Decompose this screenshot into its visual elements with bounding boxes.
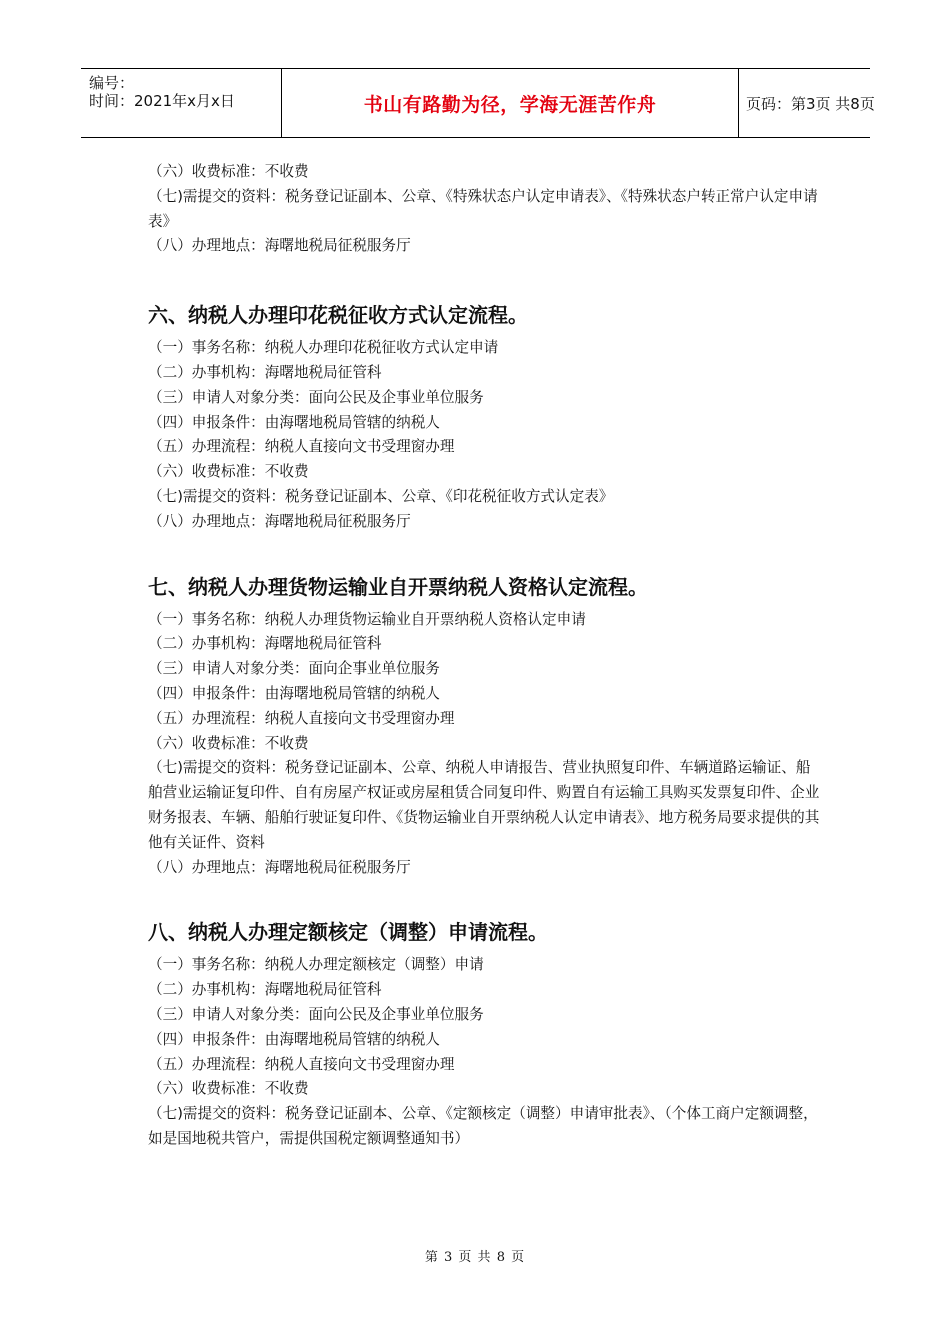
list-item: （四）申报条件：由海曙地税局管辖的纳税人 [148,413,440,431]
document-number-label: 编号： [89,74,135,92]
list-item: （七)需提交的资料：税务登记证副本、公章、《定额核定（调整）申请审批表》、（个体工商户定额调整，如是国地税共管户，需提供国税定额调整通知书） [148,1105,818,1147]
header-page-code-cell [738,69,878,137]
list-item: （一）事务名称：纳税人办理定额核定（调整）申请 [148,956,484,974]
list-item: （一）事务名称：纳税人办理货物运输业自开票纳税人资格认定申请 [148,610,586,628]
page-footer: 第 3 页 共 8 页 [424,1250,526,1265]
section-freight-transport [148,573,823,881]
header-left-cell [81,69,281,137]
list-item: （五）办理流程：纳税人直接向文书受理窗办理 [148,1055,455,1073]
list-item: （八）办理地点：海曙地税局征税服务厅 [148,512,411,530]
list-item: （五）办理流程：纳税人直接向文书受理窗办理 [148,709,455,727]
document-body [148,160,823,1180]
list-item: （六）收费标准：不收费 [148,163,309,180]
section-heading: 六、纳税人办理印花税征收方式认定流程。 [148,303,528,328]
list-item: （四）申报条件：由海曙地税局管辖的纳税人 [148,1030,440,1048]
list-item: （八）办理地点：海曙地税局征税服务厅 [148,858,411,876]
list-item: （三）申请人对象分类：面向企事业单位服务 [148,660,440,678]
list-item: （六）收费标准：不收费 [148,734,309,752]
section-quota-assessment [148,918,823,1151]
list-item: （二）办事机构：海曙地税局征管科 [148,363,382,381]
list-item: （七)需提交的资料：税务登记证副本、公章、纳税人申请报告、营业执照复印件、车辆道路运输证、船舶营业运输证复印件、自有房屋产权证或房屋租赁合同复印件、购置自有运输工具购买发票复印件、企业财务报表、车辆、船舶行驶证复印件、《货物运输业自开票纳税人认定申请表》、地方税务局要求提供的其他有关证件、资料 [148,759,820,851]
list-item: （四）申报条件：由海曙地税局管辖的纳税人 [148,684,440,702]
list-item: （五）办理流程：纳税人直接向文书受理窗办理 [148,438,455,456]
header-motto-cell [281,69,739,137]
header-page-code: 页码：第3页 共8页 [746,94,875,113]
header-motto: 书山有路勤为径，学海无涯苦作舟 [363,93,657,116]
list-item: （六）收费标准：不收费 [148,1080,309,1098]
list-item: （八）办理地点：海曙地税局征税服务厅 [148,237,411,255]
section-heading: 七、纳税人办理货物运输业自开票纳税人资格认定流程。 [148,574,648,599]
page-header [81,68,875,138]
list-item: （七)需提交的资料：税务登记证副本、公章、《特殊状态户认定申请表》、《特殊状态户转正常户认定申请表》 [148,187,818,230]
list-item: （六）收费标准：不收费 [148,463,309,481]
document-time-label: 时间：2021年x月x日 [89,92,235,110]
section-heading: 八、纳税人办理定额核定（调整）申请流程。 [148,920,548,945]
list-item: （二）办事机构：海曙地税局征管科 [148,981,382,999]
list-item: （七)需提交的资料：税务登记证副本、公章、《印花税征收方式认定表》 [148,487,614,505]
list-item: （一）事务名称：纳税人办理印花税征收方式认定申请 [148,339,499,357]
section-stamp-duty [148,301,823,534]
list-item: （二）办事机构：海曙地税局征管科 [148,635,382,653]
list-item: （三）申请人对象分类：面向公民及企事业单位服务 [148,388,484,406]
section-continued [148,160,823,259]
list-item: （三）申请人对象分类：面向公民及企事业单位服务 [148,1005,484,1023]
